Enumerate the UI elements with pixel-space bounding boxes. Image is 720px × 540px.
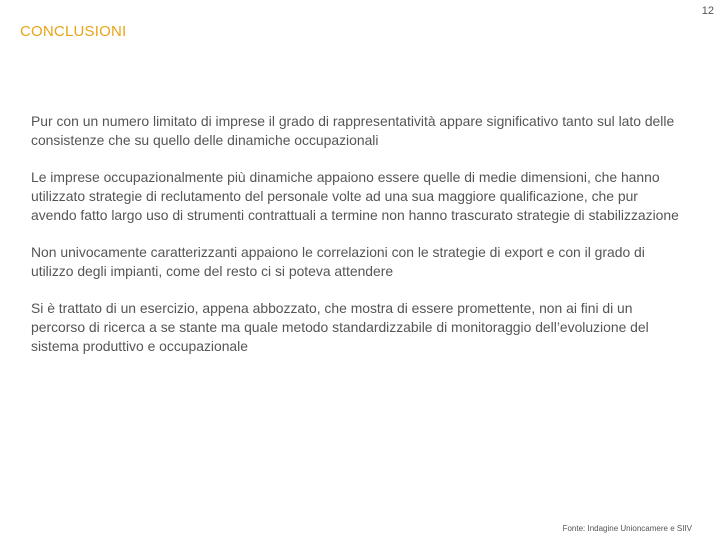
source-note: Fonte: Indagine Unioncamere e SIIV bbox=[562, 524, 692, 533]
slide-title: CONCLUSIONI bbox=[20, 23, 127, 40]
paragraph-exercise: Si è trattato di un esercizio, appena abbozzato, che mostra di essere promettente, non ai fini di un percorso di ricerca a se stante ma quale metodo standardizzabile di monitoraggio dell’evoluzione del sistema produttivo e occupazionale bbox=[31, 300, 649, 354]
page-number: 12 bbox=[701, 5, 714, 17]
paragraph-dynamic-firms: Le imprese occupazionalmente più dinamiche appaiono essere quelle di medie dimensioni, che hanno utilizzato strategie di reclutamento del personale volte ad una sua maggiore qualificazione, che pur avendo fatto largo uso di strumenti contrattuali a termine non hanno trascurato strategie di stabilizzazione bbox=[31, 169, 679, 223]
paragraph-correlations: Non univocamente caratterizzanti appaiono le correlazioni con le strategie di export e con il grado di utilizzo degli impianti, come del resto ci si poteva attendere bbox=[31, 244, 645, 279]
paragraph-representativeness: Pur con un numero limitato di imprese il grado di rappresentatività appare significativo tanto sul lato delle consistenze che su quello delle dinamiche occupazionali bbox=[31, 113, 675, 148]
slide-body bbox=[31, 112, 681, 374]
